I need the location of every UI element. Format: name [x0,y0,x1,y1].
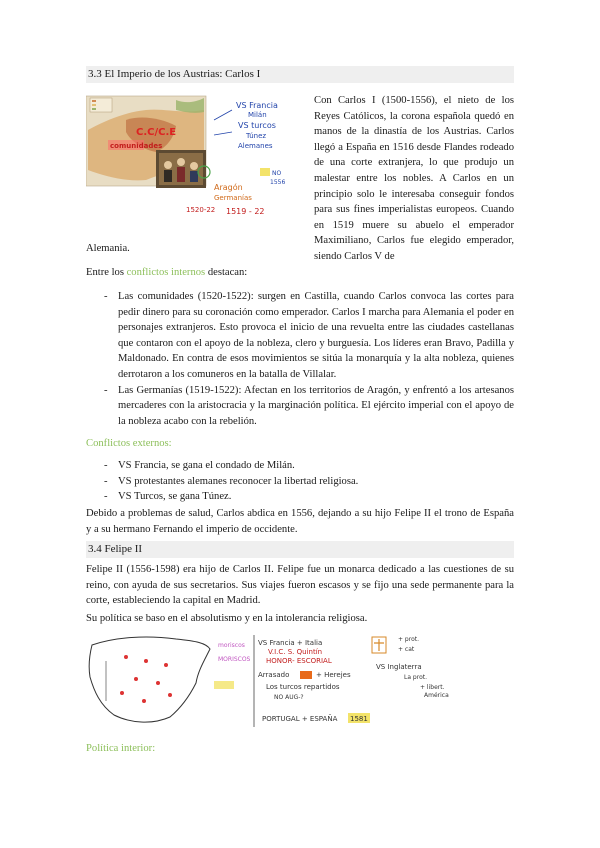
section-heading-carlos-i: 3.3 El Imperio de los Austrias: Carlos I [86,66,514,83]
note-germanias-years: 1519 - 22 [226,207,265,216]
note-vs-turcos: VS turcos [238,121,276,130]
item-protestantes: VS protestantes alemanes reconocer la libertad religiosa. [118,475,359,487]
internal-conflicts-intro [86,265,514,281]
item-comunidades: Las comunidades (1520-1522): surgen en Castilla, cuando Carlos convoca las cortes para pedir dinero para su coronación como emperador. Carlos I marcha para Alemania el poder en personajes extranjeros. Esto provoca el inicio de una revuelta entre las ciudades castellanas que contaron con el apoyo de la nobleza, clero y burguesía. Los líderes eran Bravo, Padilla y Maldonado. En contra de esos movimientos se sitúa la monarquía y la alta nobleza, quienes derrotaron a los comuneros en la batalla de Villalar. [118,291,514,380]
section-heading-felipe-ii: 3.4 Felipe II [86,541,514,558]
note-milan: Milán [248,111,267,119]
internal-conflicts-highlight: conflictos internos [126,267,206,278]
note-prot: + prot. [398,636,420,643]
list-item: - VS Francia, se gana el condado de Milán. [104,460,295,471]
external-conflicts-heading: Conflictos externos: [86,438,172,449]
closing-paragraph: Debido a problemas de salud, Carlos abdica en 1556, dejando a su hijo Felipe II el trono de España y a su hermano Fernando el imperio de occidente. [86,508,514,535]
note-moriscos: moriscos [218,642,245,649]
note-st-quintin: V.I.C. S. Quintín [268,648,323,656]
felipe-sketch-drawing [86,631,516,731]
list-item: - VS protestantes alemanes reconocer la libertad religiosa. [104,475,359,487]
note-aragon: Aragón [214,183,243,192]
felipe-paragraph: Felipe II (1556-1598) era hijo de Carlos II. Felipe fue un monarca dedicado a las cuestiones de su reino, con ayuda de sus secretarios. Sus viajes fueron escasos y se fijo una sede permanente para la corte, estableciendo la capital en Madrid. [86,564,514,607]
intro-paragraph-end: Alemania. [86,243,130,254]
note-alemanes: Alemanes [238,142,273,150]
politica-paragraph: Su política se baso en el absolutismo y en la intolerancia religiosa. [86,613,368,624]
list-item: - Las Germanías (1519-1522): Afectan en los territorios de Aragón, y enfrentó a los artesanos mercaderes con la aristocracia y la marginación política. El ejército imperial con el apoyo de la nobleza acabo con la rebelión. [104,384,514,427]
note-turcos: Los turcos repartidos [266,683,340,691]
note-portugal: PORTUGAL + ESPAÑA [262,715,338,723]
note-tunez: Túnez [246,132,267,140]
carlos-empire-collage [86,90,306,218]
note-1556: 1556 [270,179,286,186]
note-cat: + cat [398,646,415,653]
note-herejes: + Herejes [316,671,351,679]
note-1581: 1581 [350,715,368,723]
note-comunidades-years: 1520-22 [186,206,216,214]
list-item: - Las comunidades (1520-1522): surgen en Castilla, cuando Carlos convoca las cortes para pedir dinero para su coronación como emperador. Carlos I marcha para Alemania el poder en personajes extranjeros. Esto provoca el inicio de una revuelta entre las ciudades castellanas que contaron con el apoyo de la nobleza, clero y burguesía. Los líderes eran Bravo, Padilla y Maldonado. En contra de esos movimientos se sitúa la monarquía y la alta nobleza, quienes derrotaron a los comuneros en la batalla de Villalar. [104,291,514,380]
note-honor: HONOR- ESCORIAL [266,657,332,665]
internal-prefix: Entre los [86,267,127,278]
note-no: NO [272,170,282,177]
note-cce: C.C/C.E [136,127,177,138]
note-arrasado: Arrasado [258,671,290,679]
internal-conflicts-list [86,289,514,429]
external-conflicts-list [86,458,514,505]
note-vs-inglaterra: VS Inglaterra [376,663,422,671]
politica-interior-heading: Política interior: [86,743,156,754]
note-germanias: Germanías [214,194,252,202]
item-turcos: VS Turcos, se gana Túnez. [118,491,232,503]
item-germanias: Las Germanías (1519-1522): Afectan en los territorios de Aragón, y enfrentó a los artesanos mercaderes con la aristocracia y la marginación política. El ejército imperial con el apoyo de la nobleza acabo con la rebelión. [118,384,514,427]
note-comunidades: comunidades [110,142,163,150]
internal-suffix: destacan: [205,267,248,278]
note-lepanto: NO AUG-? [274,694,304,701]
note-moriscos-2: MORISCOS [218,656,251,663]
list-item: - VS Turcos, se gana Túnez. [104,491,232,503]
note-la-prot: La prot. [404,674,428,681]
note-america: América [424,692,449,699]
note-libert: + libert. [420,684,445,691]
note-vs-francia-italia: VS Francia + Italia [258,639,323,647]
note-vs-francia: VS Francia [236,101,278,110]
item-francia: VS Francia, se gana el condado de Milán. [118,460,295,471]
intro-paragraph: Con Carlos I (1500-1556), el nieto de los Reyes Católicos, la corona española quedó en manos de la dinastía de los Austrias. Carlos llegó a España en 1516 desde Flandes rodeado de una corte extranjera, lo que produjo un malestar entre los nobles. A Carlos en un principio solo le interesaba conseguir fondos para sus fines imperialistas europeos. Cuando en 1519 muere su abuelo el emperador Maximiliano, Carlos fue elegido emperador, siendo Carlos V de [314,95,514,262]
carlos-empire-collage-drawing [86,90,306,218]
felipe-sketch-collage [86,631,516,731]
